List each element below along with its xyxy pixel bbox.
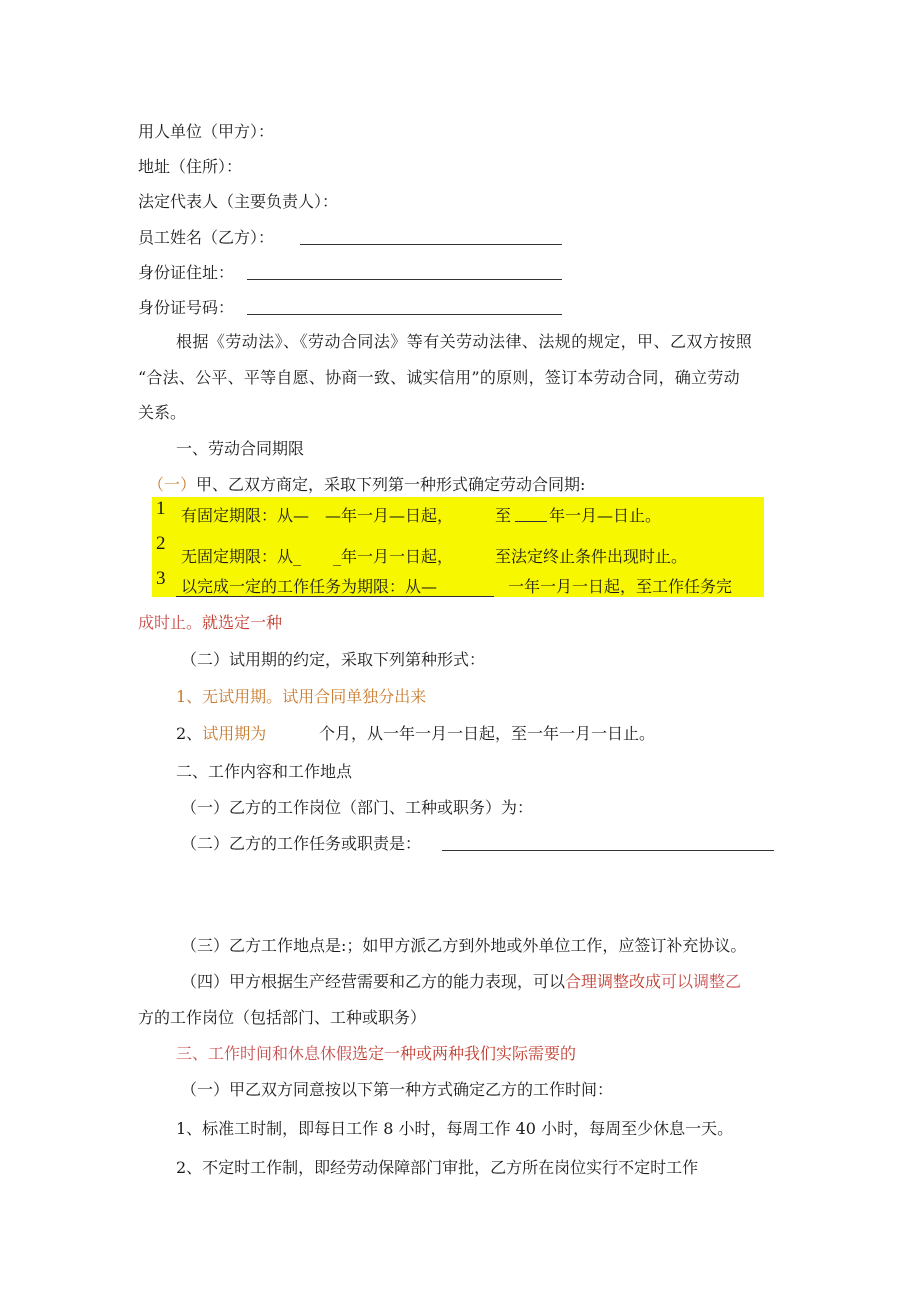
section3-sub1: （一）甲乙双方同意按以下第一种方式确定乙方的工作时间：: [181, 1080, 614, 1099]
option1-number: 1: [156, 498, 166, 519]
trial-option2: [176, 723, 266, 745]
section2-sub3: （三）乙方工作地点是:；如甲方派乙方到外地或外单位工作，应签订补充协议。: [181, 936, 747, 955]
section1-sub1: [148, 474, 585, 496]
option2-text-b: _年一月一日起，: [333, 547, 454, 566]
trial2-num: 2、: [176, 724, 203, 743]
section3-title-text: 三、工作时间和休息休假: [176, 1044, 353, 1063]
comment-trial-separate: 试用合同单独分出来: [282, 687, 427, 706]
employee-name-blank[interactable]: [300, 244, 562, 245]
employer-label: 用人单位（甲方）：: [138, 122, 275, 141]
section2-sub2: （二）乙方的工作任务或职责是：: [181, 834, 422, 853]
option3-end: [138, 612, 282, 634]
trial2-rest: 个月，从一年一月一日起，至一年一月一日止。: [319, 724, 656, 743]
legal-rep-label: 法定代表人（主要负责人）：: [138, 192, 339, 211]
preamble-line1: 根据《劳动法》、《劳动合同法》等有关劳动法律、法规的规定，甲、乙双方按照: [176, 332, 753, 351]
section3-item1: 1、标准工时制，即每日工作 8 小时，每周工作 40 小时，每周至少休息一天。: [176, 1119, 734, 1138]
option3-number: 3: [156, 568, 166, 589]
option3-text-b: 一年一月一日起，至工作任务完: [508, 577, 733, 596]
trial1-text: 1、无试用期。: [176, 687, 283, 706]
option2-text-a: 无固定期限：从_: [181, 547, 302, 566]
option1-text-c: 年一月—日止。: [549, 506, 662, 525]
comment-choose-one: 就选定一种: [202, 613, 283, 632]
comment-select-types: 选定一种或两种我们实际需要的: [352, 1044, 577, 1063]
option1-text-b: 至: [495, 506, 512, 525]
section2-sub4: [181, 971, 741, 993]
section2-title: 二、工作内容和工作地点: [176, 762, 353, 781]
sub1-text: 甲、乙双方商定，采取下列第一种形式确定劳动合同期:: [196, 475, 586, 494]
section3-title: [176, 1043, 576, 1065]
section3-item2: 2、不定时工作制，即经劳动保障部门审批，乙方所在岗位实行不定时工作: [176, 1158, 699, 1177]
option2-number: 2: [156, 533, 166, 554]
option3-text-a: 以完成一定的工作任务为期限：从—: [181, 577, 438, 596]
sub1-paren: （一）: [148, 475, 197, 494]
preamble-line2: “合法、公平、平等自愿、协商一致、诚实信用”的原则，签订本劳动合同，确立劳动: [138, 368, 740, 387]
id-address-label: 身份证住址：: [138, 263, 235, 282]
trial2-label: 试用期为: [202, 724, 267, 743]
trial-option1: [176, 686, 426, 708]
employee-name-label: 员工姓名（乙方）：: [138, 228, 275, 247]
preamble-line3: 关系。: [138, 403, 187, 422]
comment-adjust: 合理调整改成: [565, 972, 662, 991]
sub4-text-c: 可以调整乙: [661, 972, 742, 991]
option2-text-c: 至法定终止条件出现时止。: [495, 547, 688, 566]
address-label: 地址（住所）：: [138, 157, 243, 176]
option1-blank[interactable]: [515, 521, 547, 522]
duties-blank[interactable]: [442, 850, 774, 851]
section1-title: 一、劳动合同期限: [176, 439, 305, 458]
option3-underline: [176, 596, 494, 597]
option3-end-text: 成时止。: [138, 613, 203, 632]
option1-text-a: 有固定期限：从— —年一月—日起，: [181, 506, 454, 525]
sub4-text-a: （四）甲方根据生产经营需要和乙方的能力表现，可以: [181, 972, 566, 991]
id-address-blank[interactable]: [247, 279, 562, 280]
id-number-blank[interactable]: [247, 314, 562, 315]
section2-sub1: （一）乙方的工作岗位（部门、工种或职务）为：: [181, 798, 534, 817]
id-number-label: 身份证号码：: [138, 298, 235, 317]
section1-sub2: （二）试用期的约定，采取下列第种形式：: [181, 650, 486, 669]
section2-sub4-cont: 方的工作岗位（包括部门、工种或职务）: [138, 1008, 427, 1027]
